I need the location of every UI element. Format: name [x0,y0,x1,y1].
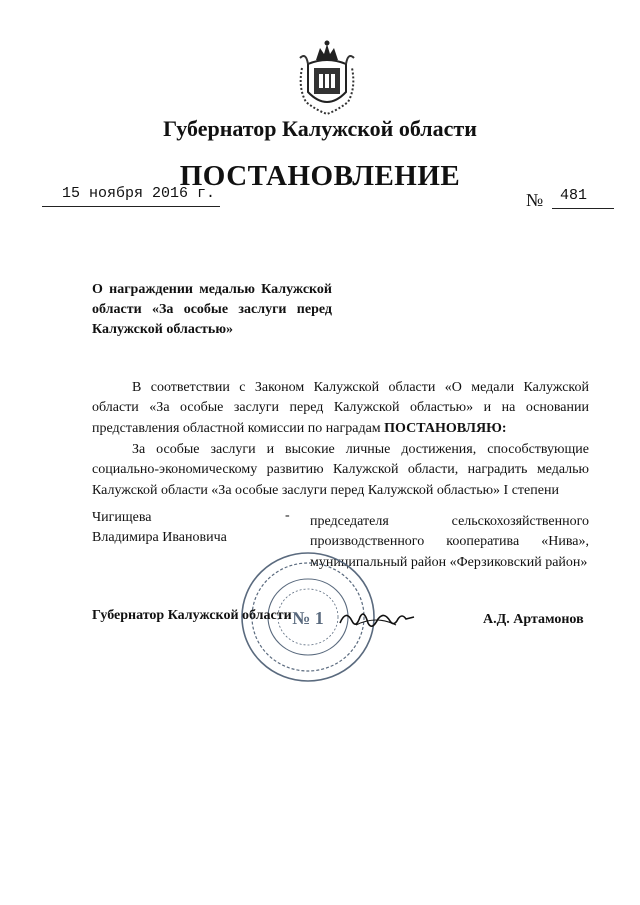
kaluga-coat-of-arms-icon [296,38,358,116]
preamble-text: В соответствии с Законом Калужской области «О медали Калужской области «За особые заслуги перед Калужской областью» и на основании представления областной комиссии по наградам [92,380,589,436]
document-subject: О награждении медалью Калужской области «За особые заслуги перед Калужской областью» [92,282,332,338]
document-number: 481 [560,187,588,204]
resolution-keyword: ПОСТАНОВЛЯЮ: [384,420,507,436]
awardee-dash: - [285,508,290,523]
awardee-surname: Чигищева [92,510,152,525]
document-authority: Губернатор Калужской области [163,116,477,141]
awardee-given-name: Владимира Ивановича [92,530,227,546]
award-paragraph: За особые заслуги и высокие личные достижения, способствующие социально-экономическому развитию Калужской области, наградить медалью Калужской области «За особые заслуги перед Калужской областью» I степени [92,442,589,498]
document-date: 15 ноября 2016 г. [62,185,216,202]
number-sign: № [526,190,544,210]
signatory-name: А.Д. Артамонов [483,612,584,627]
date-underline [42,206,220,207]
awardee-position: председателя сельскохозяйственного производственного кооператива «Нива», муниципальный район «Ферзиковский район» [310,514,589,570]
awardee-name [92,508,272,549]
number-underline [552,208,614,209]
document-type: ПОСТАНОВЛЕНИЕ [179,160,461,192]
signatory-title: Губернатор Калужской области [92,608,292,623]
handwritten-signature-icon [336,605,416,633]
seal-number: № 1 [292,608,324,628]
preamble-paragraph [92,378,589,439]
